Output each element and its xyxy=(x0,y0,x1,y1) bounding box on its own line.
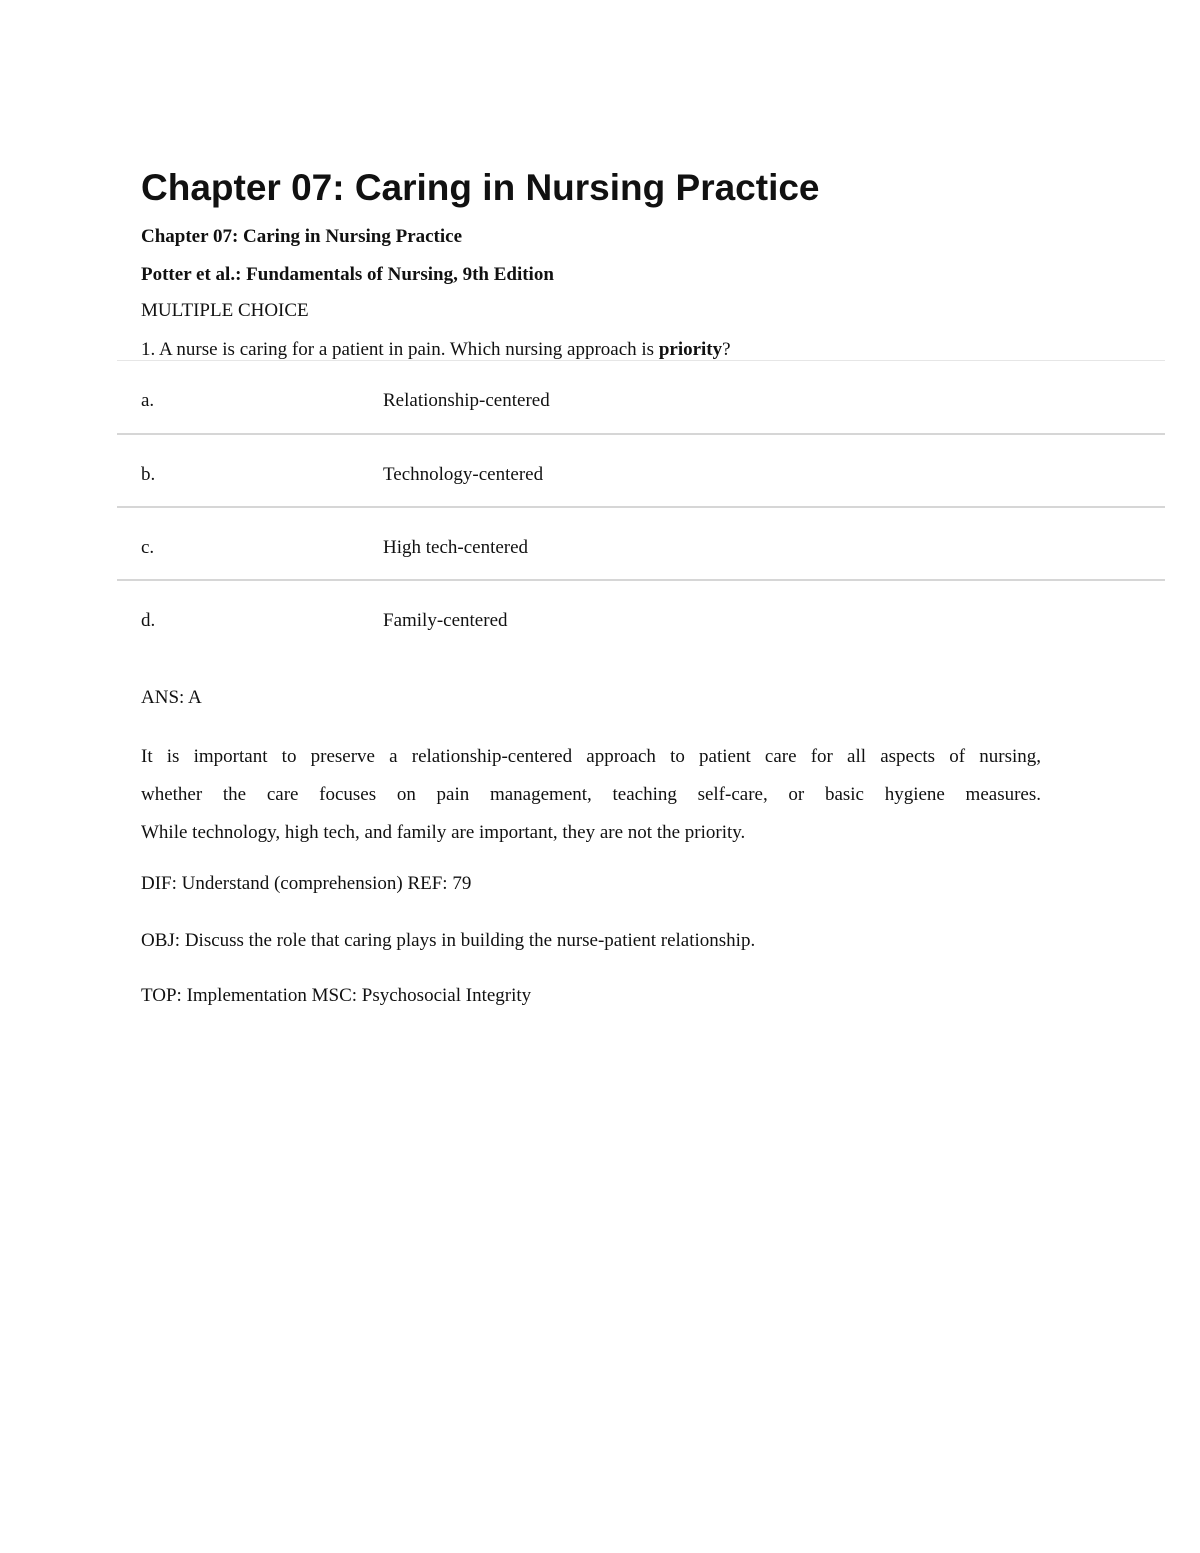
question-text: 1. A nurse is caring for a patient in pain. Which nursing approach is xyxy=(141,339,659,360)
choice-text: Technology-centered xyxy=(383,464,544,485)
book-reference: Potter et al.: Fundamentals of Nursing, 9th Edition xyxy=(141,264,554,285)
section-heading: MULTIPLE CHOICE xyxy=(141,300,309,321)
choice-text: Family-centered xyxy=(383,610,508,631)
choice-text: High tech-centered xyxy=(383,537,529,558)
choice-letter: d. xyxy=(141,610,156,631)
question-stem xyxy=(141,338,731,362)
choice-row-c xyxy=(117,506,1165,579)
answer-key: ANS: A xyxy=(141,687,202,708)
choice-row-d xyxy=(117,579,1165,653)
difficulty-reference: DIF: Understand (comprehension) REF: 79 xyxy=(141,873,472,894)
choice-text: Relationship-centered xyxy=(383,390,550,411)
choice-letter: a. xyxy=(141,390,155,411)
rationale-line: While technology, high tech, and family are important, they are not the priority. xyxy=(141,822,746,843)
question-mark: ? xyxy=(722,339,731,360)
rationale-line: It is important to preserve a relationship-centered approach to patient care for all aspects of nursing, xyxy=(141,746,1041,767)
choice-row-b xyxy=(117,433,1165,506)
topic-category: TOP: Implementation MSC: Psychosocial Integrity xyxy=(141,985,532,1006)
choice-row-a xyxy=(117,360,1165,433)
rationale-paragraph xyxy=(141,738,1041,852)
choice-letter: b. xyxy=(141,464,156,485)
question-emphasis: priority xyxy=(658,339,723,360)
answer-choices-table xyxy=(117,360,1165,653)
objective: OBJ: Discuss the role that caring plays in building the nurse-patient relationship. xyxy=(141,930,756,951)
chapter-subtitle: Chapter 07: Caring in Nursing Practice xyxy=(141,226,463,247)
page-title: Chapter 07: Caring in Nursing Practice xyxy=(141,167,820,208)
rationale-line: whether the care focuses on pain management, teaching self-care, or basic hygiene measures. xyxy=(141,784,1041,805)
choice-letter: c. xyxy=(141,537,155,558)
